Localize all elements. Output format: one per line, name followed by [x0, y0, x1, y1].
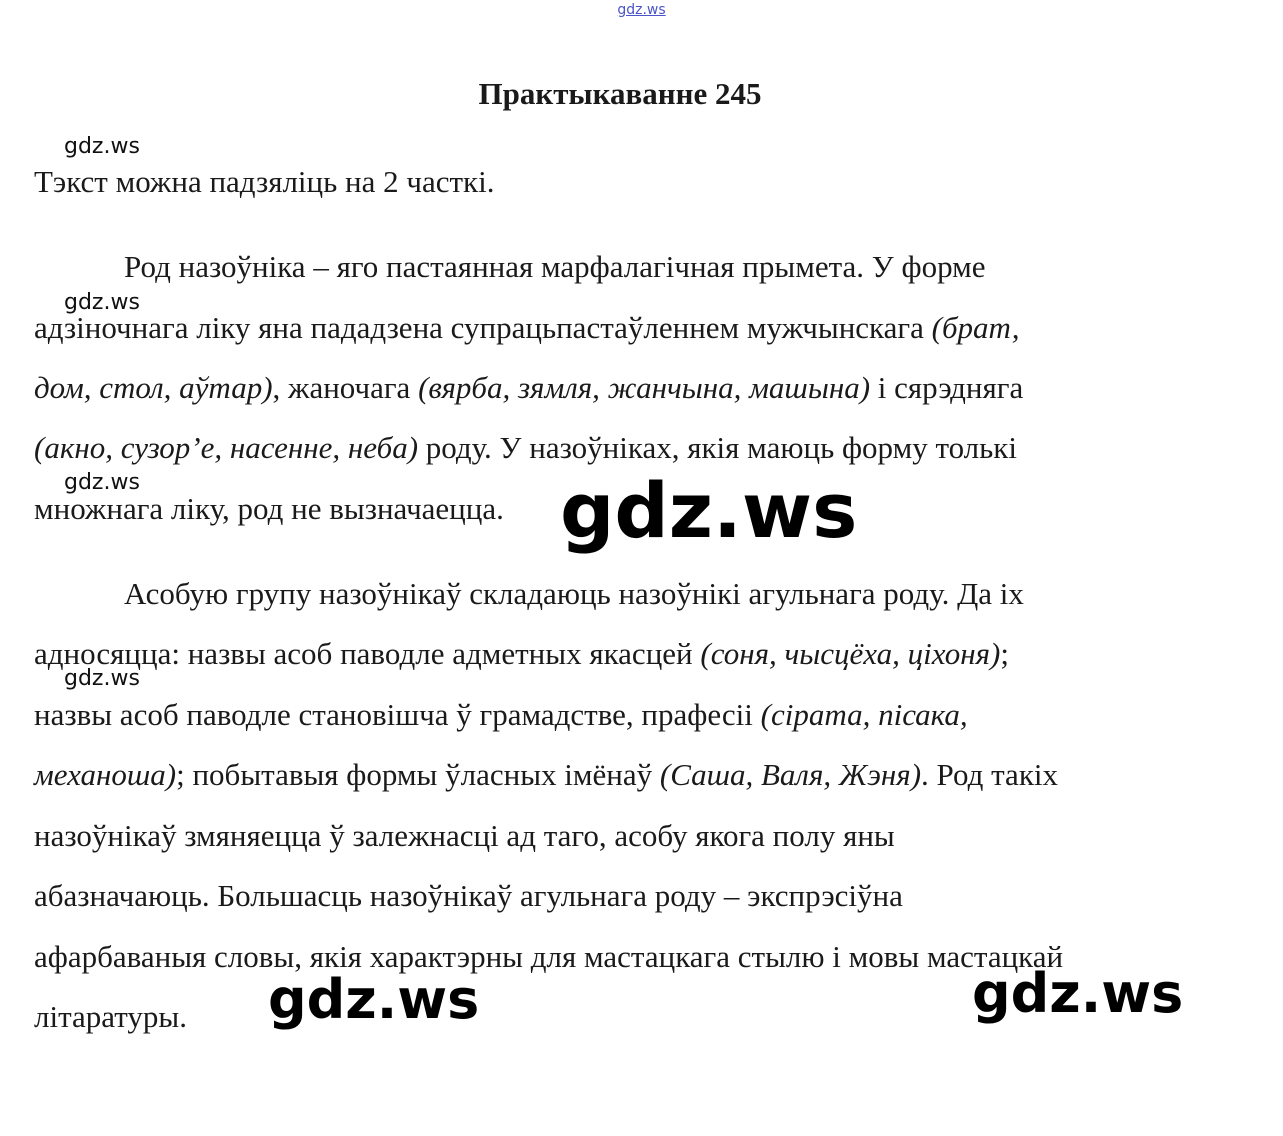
examples-status-cont: механоша) — [34, 757, 177, 792]
p2-line-1: Асобую групу назоўнікаў складаюць назоўнікі агульнага роду. Да іх — [124, 576, 1024, 611]
examples-feminine: (вярба, зямля, жанчына, машына) — [418, 370, 871, 405]
examples-neuter: (акно, сузор’е, насенне, неба) — [34, 430, 419, 465]
p1-line-3: дом, стол, аўтар), жаночага (вярба, зямля, жанчына, машына) і сярэдняга — [34, 370, 1024, 405]
watermark-small-2: gdz.ws — [64, 290, 140, 315]
watermark-small-4: gdz.ws — [64, 666, 140, 691]
examples-status: (сірата, пісака, — [760, 697, 968, 732]
p1-line-2: адзіночнага ліку яна пададзена супрацьпастаўленнем мужчынскага (брат, — [34, 310, 1020, 345]
watermark-small-3: gdz.ws — [64, 470, 140, 495]
examples-masculine: (брат, — [931, 310, 1020, 345]
intro-text: Тэкст можна падзяліць на 2 часткі. — [34, 164, 495, 199]
p2-line-5: назоўнікаў змяняецца ў залежнасці ад таго, асобу якога полу яны — [34, 818, 895, 853]
watermark-small-1: gdz.ws — [64, 134, 140, 159]
p1-line-4: (акно, сузор’е, насенне, неба) роду. У назоўніках, якія маюць форму толькі — [34, 430, 1017, 465]
p1-line-5: множнага ліку, род не вызначаецца. — [34, 491, 504, 526]
watermark-center: gdz.ws — [560, 466, 858, 555]
p1-line-1: Род назоўніка – яго пастаянная марфалагічная прымета. У форме — [124, 249, 986, 284]
examples-qualities: (соня, чысцёха, ціхоня) — [700, 636, 1001, 671]
page-title: Практыкаванне 245 — [478, 76, 762, 111]
p2-line-2: адносяцца: назвы асоб паводле адметных якасцей (соня, чысцёха, ціхоня); — [34, 636, 1009, 671]
p2-line-7: афарбаваныя словы, якія характэрны для мастацкага стылю і мовы мастацкай — [34, 939, 1064, 974]
examples-names: (Саша, Валя, Жэня) — [659, 757, 922, 792]
p2-line-6: абазначаюць. Большасць назоўнікаў агульнага роду – экспрэсіўна — [34, 878, 903, 913]
watermark-bottom-right: gdz.ws — [972, 962, 1184, 1025]
p2-line-4: механоша); побытавыя формы ўласных імёнаў (Саша, Валя, Жэня). Род такіх — [34, 757, 1058, 792]
p2-line-3: назвы асоб паводле становішча ў грамадстве, прафесіі (сірата, пісака, — [34, 697, 968, 732]
watermark-bottom-left: gdz.ws — [268, 968, 480, 1031]
examples-masculine-cont: дом, стол, аўтар) — [34, 370, 273, 405]
watermark-top[interactable]: gdz.ws — [617, 2, 666, 18]
p2-line-8: літаратуры. — [34, 999, 187, 1034]
